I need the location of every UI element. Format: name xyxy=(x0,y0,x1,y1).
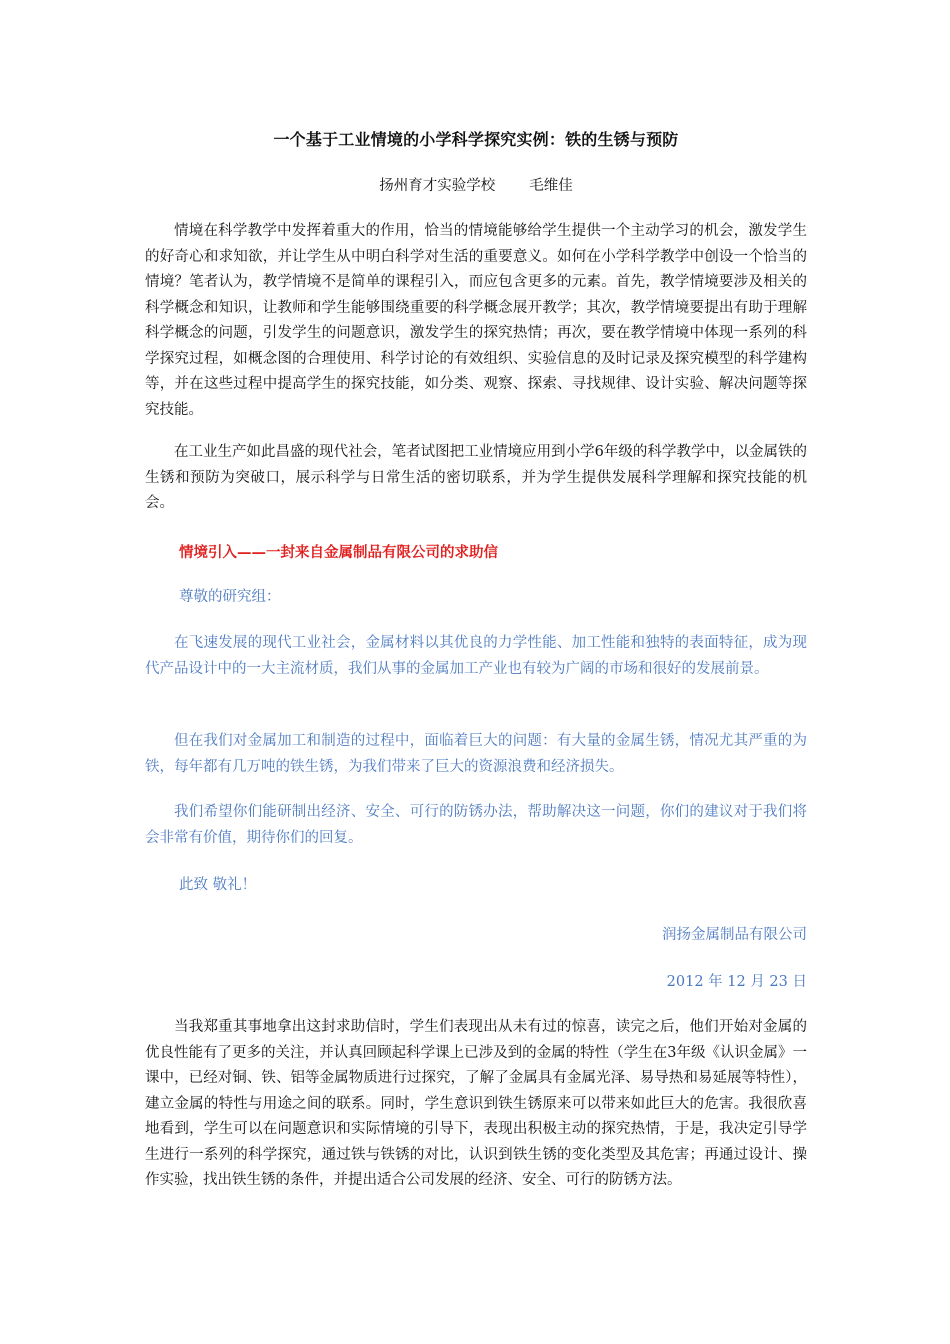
final-paragraph: 当我郑重其事地拿出这封求助信时，学生们表现出从未有过的惊喜，读完之后，他们开始对金属的优良性能有了更多的关注，并认真回顾起科学课上已涉及到的金属的特性（学生在3年级《认识金属》一课中，已经对铜、铁、铝等金属物质进行过探究，了解了金属具有金属光泽、易导热和易延展等特性），建立金属的特性与用途之间的联系。同时，学生意识到铁生锈原来可以带来如此巨大的危害。我很欣喜地看到，学生可以在问题意识和实际情境的引导下，表现出积极主动的探究热情，于是，我决定引导学生进行一系列的科学探究，通过铁与铁锈的对比，认识到铁生锈的变化类型及其危害；再通过设计、操作实验，找出铁生锈的条件，并提出适合公司发展的经济、安全、可行的防锈方法。 xyxy=(145,1019,807,1188)
school-name: 扬州育才实验学校 xyxy=(379,178,496,194)
letter-date: 2012 年 12 月 23 日 xyxy=(666,974,807,990)
byline xyxy=(145,174,807,195)
author-name: 毛维佳 xyxy=(529,178,573,194)
document-title: 一个基于工业情境的小学科学探究实例：铁的生锈与预防 xyxy=(273,130,679,149)
letter-paragraph-1: 在飞速发展的现代工业社会，金属材料以其优良的力学性能、加工性能和独特的表面特征，成为现代产品设计中的一大主流材质，我们从事的金属加工产业也有较为广阔的市场和很好的发展前景。 xyxy=(145,635,807,677)
letter-signature: 润扬金属制品有限公司 xyxy=(662,927,807,943)
section-heading: 情境引入——一封来自金属制品有限公司的求助信 xyxy=(179,544,498,561)
context-paragraph: 在工业生产如此昌盛的现代社会，笔者试图把工业情境应用到小学6年级的科学教学中，以金属铁的生锈和预防为突破口，展示科学与日常生活的密切联系，并为学生提供发展科学理解和探究技能的机会。 xyxy=(145,444,807,511)
letter-salutation: 尊敬的研究组： xyxy=(179,589,281,605)
letter-paragraph-3: 我们希望你们能研制出经济、安全、可行的防锈办法，帮助解决这一问题，你们的建议对于我们将会非常有价值，期待你们的回复。 xyxy=(145,804,807,846)
letter-paragraph-2: 但在我们对金属加工和制造的过程中，面临着巨大的问题：有大量的金属生锈，情况尤其严重的为铁，每年都有几万吨的铁生锈，为我们带来了巨大的资源浪费和经济损失。 xyxy=(145,733,807,775)
letter-closing: 此致 敬礼！ xyxy=(179,877,257,893)
intro-paragraph: 情境在科学教学中发挥着重大的作用，恰当的情境能够给学生提供一个主动学习的机会，激发学生的好奇心和求知欲，并让学生从中明白科学对生活的重要意义。如何在小学科学教学中创设一个恰当的情境？笔者认为，教学情境不是简单的课程引入，而应包含更多的元素。首先，教学情境要涉及相关的科学概念和知识，让教师和学生能够围绕重要的科学概念展开教学；其次，教学情境要提出有助于理解科学概念的问题，引发学生的问题意识，激发学生的探究热情；再次，要在教学情境中体现一系列的科学探究过程，如概念图的合理使用、科学讨论的有效组织、实验信息的及时记录及探究模型的科学建构等，并在这些过程中提高学生的探究技能，如分类、观察、探索、寻找规律、设计实验、解决问题等探究技能。 xyxy=(145,223,807,418)
